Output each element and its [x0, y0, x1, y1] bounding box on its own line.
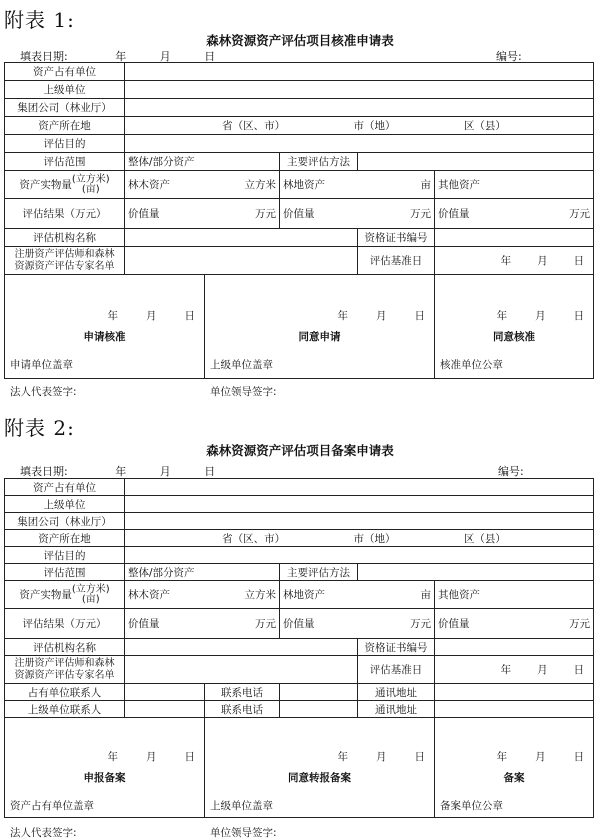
label-asset-location-2: 资产所在地 — [5, 530, 125, 547]
appendix-label-1: 附表 1: — [4, 8, 75, 32]
label-asset-location: 资产所在地 — [5, 117, 125, 135]
field-phone-2[interactable] — [280, 701, 358, 718]
label-address-1: 通讯地址 — [358, 684, 435, 701]
label-upper-contact: 上级单位联系人 — [5, 701, 125, 718]
label-base-date-2: 评估基准日 — [358, 656, 435, 684]
field-other-assets[interactable]: 其他资产 — [435, 171, 594, 199]
form-number-2: 编号: — [498, 465, 524, 478]
form-number-1: 编号: — [496, 50, 522, 63]
label-purpose-2: 评估目的 — [5, 547, 125, 564]
label-asset-holder: 资产占有单位 — [5, 63, 125, 81]
field-agency-2[interactable] — [125, 639, 358, 656]
form-title-1: 森林资源资产评估项目核准申请表 — [206, 33, 394, 48]
field-upper-unit[interactable] — [125, 81, 594, 99]
field-address-1[interactable] — [435, 684, 594, 701]
field-asset-holder-2[interactable] — [125, 479, 594, 496]
fill-date-2: 填表日期: 年 月 日 — [20, 465, 216, 478]
field-asset-location[interactable]: 省（区、市） 市（地） 区（县） — [125, 117, 594, 135]
field-forest-land-2[interactable]: 林地资产 亩 — [280, 581, 435, 609]
field-appraisers[interactable] — [125, 247, 358, 275]
label-method: 主要评估方法 — [280, 153, 358, 171]
field-phone-1[interactable] — [280, 684, 358, 701]
label-scope: 评估范围 — [5, 153, 125, 171]
field-value-1[interactable]: 价值量 万元 — [125, 199, 280, 229]
field-value-1-2[interactable]: 价值量 万元 — [125, 609, 280, 639]
field-forest-assets[interactable]: 林木资产 立方米 — [125, 171, 280, 199]
field-purpose[interactable] — [125, 135, 594, 153]
sign-box-upper-agree[interactable]: 同意申请 上级单位盖章 单位领导签字: 年 月 日 — [205, 275, 435, 379]
label-physical-quantity: 资产实物量(立方米) (亩) — [5, 171, 125, 199]
label-agency: 评估机构名称 — [5, 229, 125, 247]
label-address-2: 通讯地址 — [358, 701, 435, 718]
field-other-assets-2[interactable]: 其他资产 — [435, 581, 594, 609]
field-cert-no-2[interactable] — [435, 639, 594, 656]
field-group-company[interactable] — [125, 99, 594, 117]
field-upper-contact[interactable] — [125, 701, 205, 718]
field-method[interactable] — [358, 153, 594, 171]
label-group-company-2: 集团公司（林业厅） — [5, 513, 125, 530]
label-physical-quantity-2: 资产实物量(立方米) (亩) — [5, 581, 125, 609]
field-base-date[interactable]: 年 月 日 — [435, 247, 594, 275]
field-appraisers-2[interactable] — [125, 656, 358, 684]
sign-box-forward[interactable]: 同意转报备案 上级单位盖章 单位领导签字: 年 月 日 — [205, 718, 435, 818]
label-appraisers: 注册资产评估师和森林 资源资产评估专家名单 — [5, 247, 125, 275]
label-cert-no: 资格证书编号 — [358, 229, 435, 247]
label-result: 评估结果（万元） — [5, 199, 125, 229]
label-base-date: 评估基准日 — [358, 247, 435, 275]
field-asset-location-2[interactable]: 省（区、市） 市（地） 区（县） — [125, 530, 594, 547]
field-value-3[interactable]: 价值量 万元 — [435, 199, 594, 229]
field-value-2[interactable]: 价值量 万元 — [280, 199, 435, 229]
field-purpose-2[interactable] — [125, 547, 594, 564]
label-agency-2: 评估机构名称 — [5, 639, 125, 656]
label-appraisers-2: 注册资产评估师和森林 资源资产评估专家名单 — [5, 656, 125, 684]
form-title-2: 森林资源资产评估项目备案申请表 — [206, 443, 394, 458]
field-asset-holder[interactable] — [125, 63, 594, 81]
field-agency[interactable] — [125, 229, 358, 247]
sign-box-report[interactable]: 申报备案 资产占有单位盖章 法人代表签字: 年 月 日 — [5, 718, 205, 818]
field-value-2-2[interactable]: 价值量 万元 — [280, 609, 435, 639]
label-holder-contact: 占有单位联系人 — [5, 684, 125, 701]
label-result-2: 评估结果（万元） — [5, 609, 125, 639]
label-group-company: 集团公司（林业厅） — [5, 99, 125, 117]
sign-box-filing[interactable]: 备案 备案单位公章 年 月 日 — [435, 718, 594, 818]
field-base-date-2[interactable]: 年 月 日 — [435, 656, 594, 684]
label-cert-no-2: 资格证书编号 — [358, 639, 435, 656]
label-purpose: 评估目的 — [5, 135, 125, 153]
fill-date-1: 填表日期: 年 月 日 — [20, 50, 216, 63]
field-address-2[interactable] — [435, 701, 594, 718]
label-method-2: 主要评估方法 — [280, 564, 358, 581]
field-scope-2[interactable]: 整体/部分资产 — [125, 564, 280, 581]
field-group-company-2[interactable] — [125, 513, 594, 530]
appendix-label-2: 附表 2: — [4, 416, 75, 440]
label-phone-1: 联系电话 — [205, 684, 280, 701]
sign-box-apply[interactable]: 申请核准 申请单位盖章 法人代表签字: 年 月 日 — [5, 275, 205, 379]
label-phone-2: 联系电话 — [205, 701, 280, 718]
label-upper-unit-2: 上级单位 — [5, 496, 125, 513]
field-forest-assets-2[interactable]: 林木资产 立方米 — [125, 581, 280, 609]
field-forest-land[interactable]: 林地资产 亩 — [280, 171, 435, 199]
field-value-3-2[interactable]: 价值量 万元 — [435, 609, 594, 639]
approval-form-table — [4, 62, 594, 398]
field-holder-contact[interactable] — [125, 684, 205, 701]
sign-box-approve[interactable]: 同意核准 核准单位公章 年 月 日 — [435, 275, 594, 379]
label-asset-holder-2: 资产占有单位 — [5, 479, 125, 496]
label-scope-2: 评估范围 — [5, 564, 125, 581]
field-scope[interactable]: 整体/部分资产 — [125, 153, 280, 171]
field-upper-unit-2[interactable] — [125, 496, 594, 513]
label-upper-unit: 上级单位 — [5, 81, 125, 99]
field-method-2[interactable] — [358, 564, 594, 581]
field-cert-no[interactable] — [435, 229, 594, 247]
filing-form-table — [4, 478, 594, 839]
